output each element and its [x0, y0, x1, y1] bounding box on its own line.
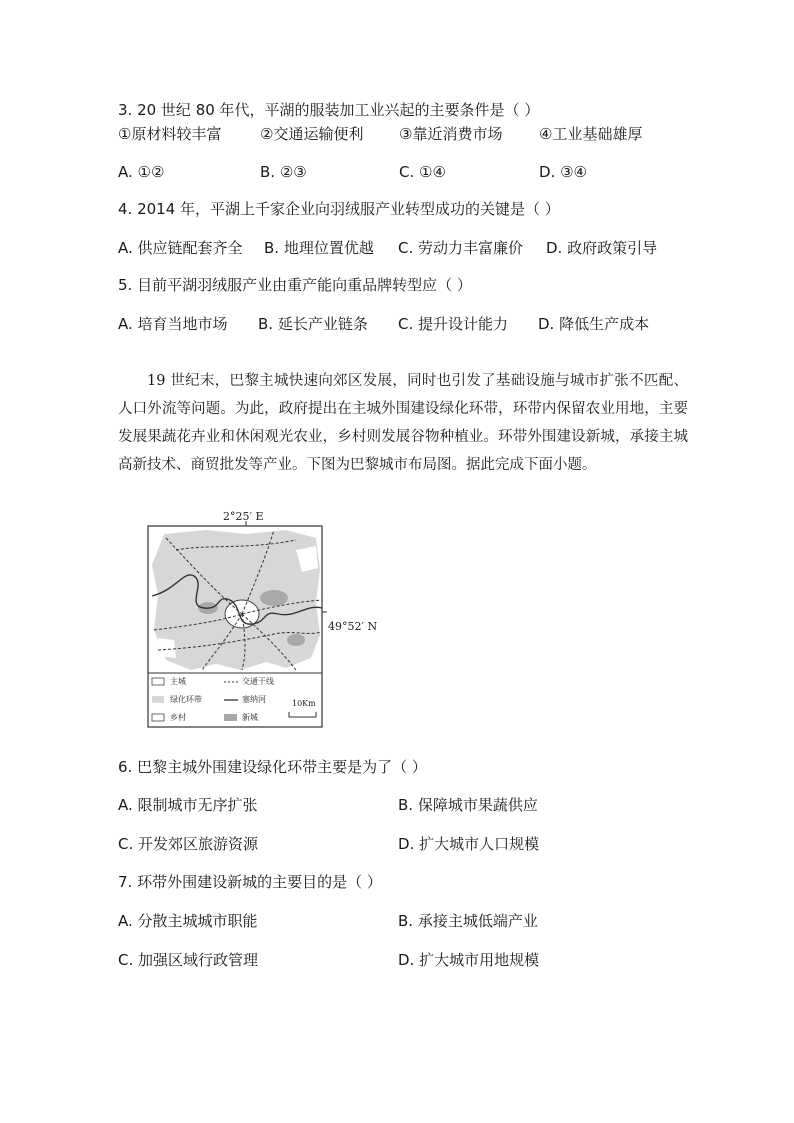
- legend-new-town: 新城: [242, 713, 258, 722]
- q3-item-4: ④工业基础雄厚: [539, 125, 643, 143]
- longitude-label: 2°25′ E: [223, 510, 264, 523]
- q5-option-a: A. 培育当地市场: [118, 315, 228, 333]
- q4-stem: 4. 2014 年，平湖上千家企业向羽绒服产业转型成功的关键是（ ）: [118, 200, 560, 218]
- q3-stem: 3. 20 世纪 80 年代，平湖的服装加工业兴起的主要条件是（ ）: [118, 101, 540, 119]
- q6-stem: 6. 巴黎主城外围建设绿化环带主要是为了（ ）: [118, 758, 427, 776]
- legend-main-city: 主城: [170, 677, 186, 686]
- q6-option-b: B. 保障城市果蔬供应: [398, 796, 538, 814]
- q7-option-c: C. 加强区域行政管理: [118, 951, 259, 969]
- q5-option-b: B. 延长产业链条: [258, 315, 368, 333]
- legend-village: 乡村: [170, 713, 186, 722]
- q7-option-d: D. 扩大城市用地规模: [398, 951, 540, 969]
- legend-scale: 10Km: [292, 699, 316, 708]
- legend-green-belt: 绿化环带: [170, 695, 202, 704]
- legend-symbol-green-belt: [152, 696, 164, 703]
- q3-item-2: ②交通运输便利: [260, 125, 364, 143]
- q3-option-b: B. ②③: [260, 163, 307, 181]
- q5-stem: 5. 目前平湖羽绒服产业由重产能向重品牌转型应（ ）: [118, 276, 472, 294]
- passage-text: 19 世纪末，巴黎主城快速向郊区发展，同时也引发了基础设施与城市扩张不匹配、人口外流等问题。为此，政府提出在主城外围建设绿化环带，环带内保留农业用地，主要发展果蔬花卉业和休闲观光农业，乡村则发展谷物种植业。环带外围建设新城，承接主城高新技术、商贸批发等产业。下图为巴黎城市布局图。据此完成下面小题。: [118, 373, 688, 473]
- green-belt-area: [152, 530, 320, 670]
- legend-symbol-new-town: [224, 714, 237, 721]
- q6-option-d: D. 扩大城市人口规模: [398, 835, 540, 853]
- q7-stem: 7. 环带外围建设新城的主要目的是（ ）: [118, 873, 382, 891]
- q5-option-c: C. 提升设计能力: [398, 315, 509, 333]
- village-area: [158, 638, 176, 658]
- q5-option-d: D. 降低生产成本: [538, 315, 650, 333]
- q4-option-a: A. 供应链配套齐全: [118, 239, 243, 257]
- q4-option-c: C. 劳动力丰富廉价: [398, 239, 524, 257]
- q4-option-b: B. 地理位置优越: [264, 239, 374, 257]
- q3-option-c: C. ①④: [399, 163, 446, 181]
- q3-option-d: D. ③④: [539, 163, 587, 181]
- legend-transport: 交通干线: [242, 677, 274, 686]
- q3-option-a: A. ①②: [118, 163, 165, 181]
- paris-layout-map: [146, 510, 386, 732]
- q3-item-3: ③靠近消费市场: [399, 125, 503, 143]
- legend-symbol-village: [152, 714, 164, 721]
- q3-item-1: ①原材料较丰富: [118, 125, 222, 143]
- q7-option-b: B. 承接主城低端产业: [398, 912, 538, 930]
- passage: [118, 367, 688, 479]
- legend-symbol-main-city: [152, 678, 164, 685]
- legend-seine: 塞纳河: [242, 695, 266, 704]
- q7-option-a: A. 分散主城城市职能: [118, 912, 258, 930]
- q6-option-a: A. 限制城市无序扩张: [118, 796, 258, 814]
- q4-option-d: D. 政府政策引导: [546, 239, 658, 257]
- new-town: [260, 590, 288, 606]
- latitude-label: 49°52′ N: [328, 620, 378, 633]
- new-town: [287, 634, 305, 646]
- q6-option-c: C. 开发郊区旅游资源: [118, 835, 259, 853]
